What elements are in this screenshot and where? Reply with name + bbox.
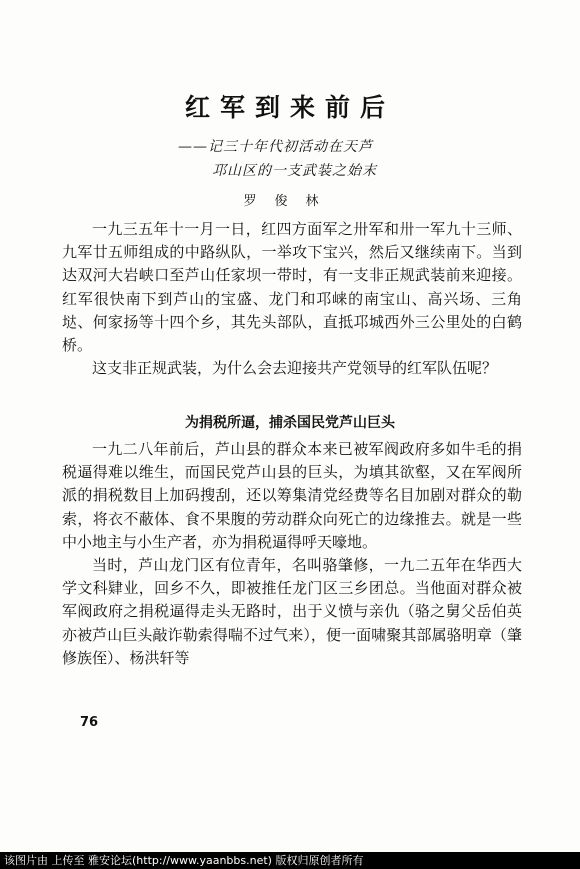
intro-paragraph: 这支非正规武装，为什么会去迎接共产党领导的红军队伍呢？ bbox=[92, 359, 498, 378]
intro-paragraph: 一九三五年十一月一日，红四方面军之卅军和卅一军九十三师、九军廿五师组成的中路纵队，一举攻下宝兴，然后又继续南下。当到达双河大岩峡口至芦山任家坝一带时，有一支非正规武装前来迎接。红军很快南下到芦山的宝盛、龙门和邛崃的南宝山、高兴场、三角垯、何家扬等十四个乡，其先头部队，直抵邛城西外三公里处的白鹤桥。 bbox=[62, 220, 522, 355]
watermark-footer: 该图片由 上传至 雅安论坛(http://www.yaanbbs.net) 版权归原创者所有 bbox=[0, 852, 580, 869]
section-paragraph: 当时，芦山龙门区有位青年，名叫骆肇修，一九二五年在华西大学文科肄业，回乡不久，即被推任龙门区三乡团总。当他面对群众被军阀政府之捐税逼得走头无路时，出于义愤与亲仇（骆之舅父岳伯英亦被芦山巨头敲诈勒索得喘不过气来），便一面啸聚其部属骆明章（肇修族侄）、杨洪轩等 bbox=[62, 556, 522, 667]
section-body bbox=[62, 438, 522, 670]
article-subtitle-line1: ——记三十年代初活动在天芦 bbox=[178, 139, 373, 155]
section-heading: 为捐税所逼，捕杀国民党芦山巨头 bbox=[185, 415, 395, 431]
section-paragraph: 一九二八年前后，芦山县的群众本来已被军阀政府多如牛毛的捐税逼得难以维生，而国民党芦山县的巨头，为填其欲壑，又在军阀所派的捐税数目上加码搜刮，还以筹集清党经费等名目加剧对群众的勒索，将衣不蔽体、食不果腹的劳动群众向死亡的边缘推去。就是一些中小地主与小生产者，亦为捐税逼得呼天嚎地。 bbox=[62, 440, 522, 551]
article-subtitle-line2: 邛山区的一支武装之始末 bbox=[212, 163, 377, 179]
page-number: 76 bbox=[80, 715, 99, 730]
intro-body bbox=[62, 218, 522, 380]
article-title: 红军到来前后 bbox=[184, 93, 395, 122]
article-author: 罗俊林 bbox=[243, 194, 337, 209]
